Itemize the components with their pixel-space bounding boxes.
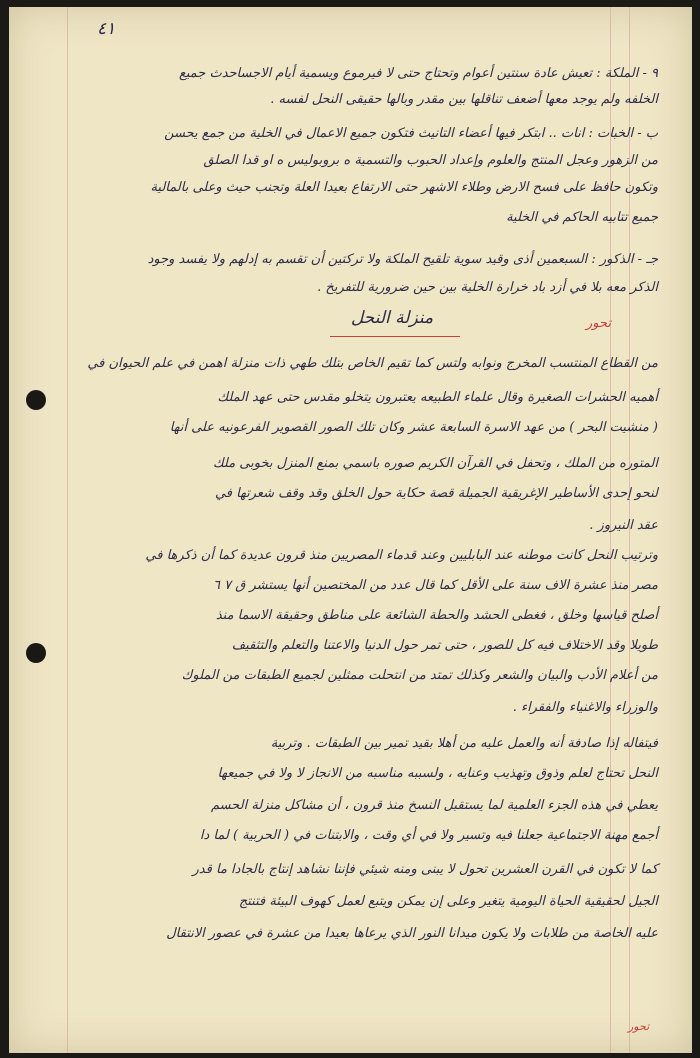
punch-hole: [26, 643, 46, 663]
text-line: يعطي في هذه الجزء العلمية لما يستقبل النسخ منذ قرون ، أن مشاكل منزلة الحسم: [210, 798, 658, 813]
text-line: جميع تتابيه الحاكم في الخلية: [506, 210, 658, 225]
text-line: والوزراء والاغنياء والفقراء .: [512, 700, 658, 715]
text-line: أصلح قياسها وخلق ، فغطى الحشد والحطة الشائعة على مناطق وحقيقة الاسما منذ: [215, 608, 658, 623]
text-line: عليه الخاصة من طلابات ولا يكون ميدانا النور الذي يرعاها بعيدا من عشرة في عصور الانتقال: [166, 926, 658, 941]
text-line: ( منشيت البحر ) من عهد الاسرة السابعة عشر وكان تلك الصور القصوير الفرعونيه على أنها: [169, 420, 658, 435]
text-line: الذكر معه بلا في أزد باد خرارة الخلية بين حين ضرورية للتفريخ .: [317, 280, 658, 295]
margin-note-bottom: تحور: [628, 1020, 650, 1033]
text-line: كما لا تكون في القرن العشرين تحول لا يبنى ومنه شيئي فإننا نشاهد إنتاج بالجادا ما قدر: [192, 862, 658, 877]
text-line: ب - الخبات : انات .. ابتكر فيها أعضاء التانيث فتكون جميع الاعمال في الخلية من جمع يحسن: [164, 126, 658, 141]
text-line: مصر منذ عشرة الاف سنة على الأقل كما قال عدد من المختصين أنها يستشر ق ٧ ٦: [212, 578, 658, 593]
text-line: فيتفاله إذا صادفة أنه والعمل عليه من أهلا بقيد تمير بين الطبقات . وتربية: [270, 736, 658, 751]
text-line: أجمع مهنة الاجتماعية جعلنا فيه وتسير ولا في أي وقت ، والابتنات في ( الحربية ) لما دا: [199, 828, 658, 843]
text-line: الجيل لحقيقية الحياة اليومية يتغير وعلى إن يمكن ويتبع لعمل كهوف البيئة فتنتج: [238, 894, 658, 909]
page-number: ٤١: [97, 19, 116, 39]
text-line: الخلفه ولم يوجد معها أضعف تناقلها بين مقدر وبالها حقيقى النحل لفسه .: [270, 92, 658, 107]
text-line: المتوره من الملك ، وتحفل في القرآن الكريم صوره باسمي بمنع المنزل بخوبى ملك: [212, 456, 658, 471]
punch-hole: [26, 390, 46, 410]
text-line: ٩ - الملكة : تعيش عادة سنتين أعوام وتحتاج حتى لا فيرموع ويسمية أيام الاجساحدث جميع: [178, 66, 658, 81]
text-line: عقد النيروز .: [589, 518, 658, 533]
text-line: من أعلام الأدب والبيان والشعر وكذلك تمتد من انتحلت ممثلين لجميع الطبقات من الملوك: [181, 668, 658, 683]
margin-note: تحور: [586, 316, 612, 331]
text-line: وترتيب النحل كانت موطنه عند البابليين وعند قدماء المصريين منذ قرون عديدة كما أن ذكرها في: [145, 548, 658, 563]
text-line: وتكون حافظ على فسح الارض وطلاء الاشهر حتى الارتفاع بعيدا العلة وتجنب حيث وعلى بالمالية: [150, 180, 658, 195]
margin-rule-left: [67, 7, 68, 1053]
heading-underline: [330, 336, 460, 337]
text-line: طويلا وقد الاختلاف فيه كل للصور ، حتى تمر حول الدنيا والاعتنا والتعلم والتثقيف: [231, 638, 658, 653]
section-heading: منزلة النحل: [350, 308, 434, 328]
text-line: لنحو إحدى الأساطير الإغريقية الجميلة قصة حكاية حول الخلق وقد وقف شعرتها في: [214, 486, 658, 501]
text-line: أهميه الحشرات الصغيرة وقال علماء الطبيعه يعتبرون يتخلو مقدس حتى عهد الملك: [217, 390, 658, 405]
text-line: جـ - الذكور : السبعمين أذى وقيد سوية تلقيح الملكة ولا تركتين أن تقسم به إدلهم ولا يفسد وجود: [147, 252, 658, 267]
text-line: من القطاع المنتسب المخرج ونوابه ولتس كما تقيم الخاص بتلك طهي ذات منزلة اهمن في علم الحيوان في: [87, 356, 658, 371]
text-line: من الزهور وعجل المنتج والعلوم وإعداد الحبوب والتسمية ه بروبوليس ه او قدا الصلق: [203, 153, 658, 168]
text-line: النحل تحتاج لعلم وذوق وتهذيب وعنايه ، ولسببه مناسبه من الانجاز لا ولا في جميعها: [217, 766, 658, 781]
